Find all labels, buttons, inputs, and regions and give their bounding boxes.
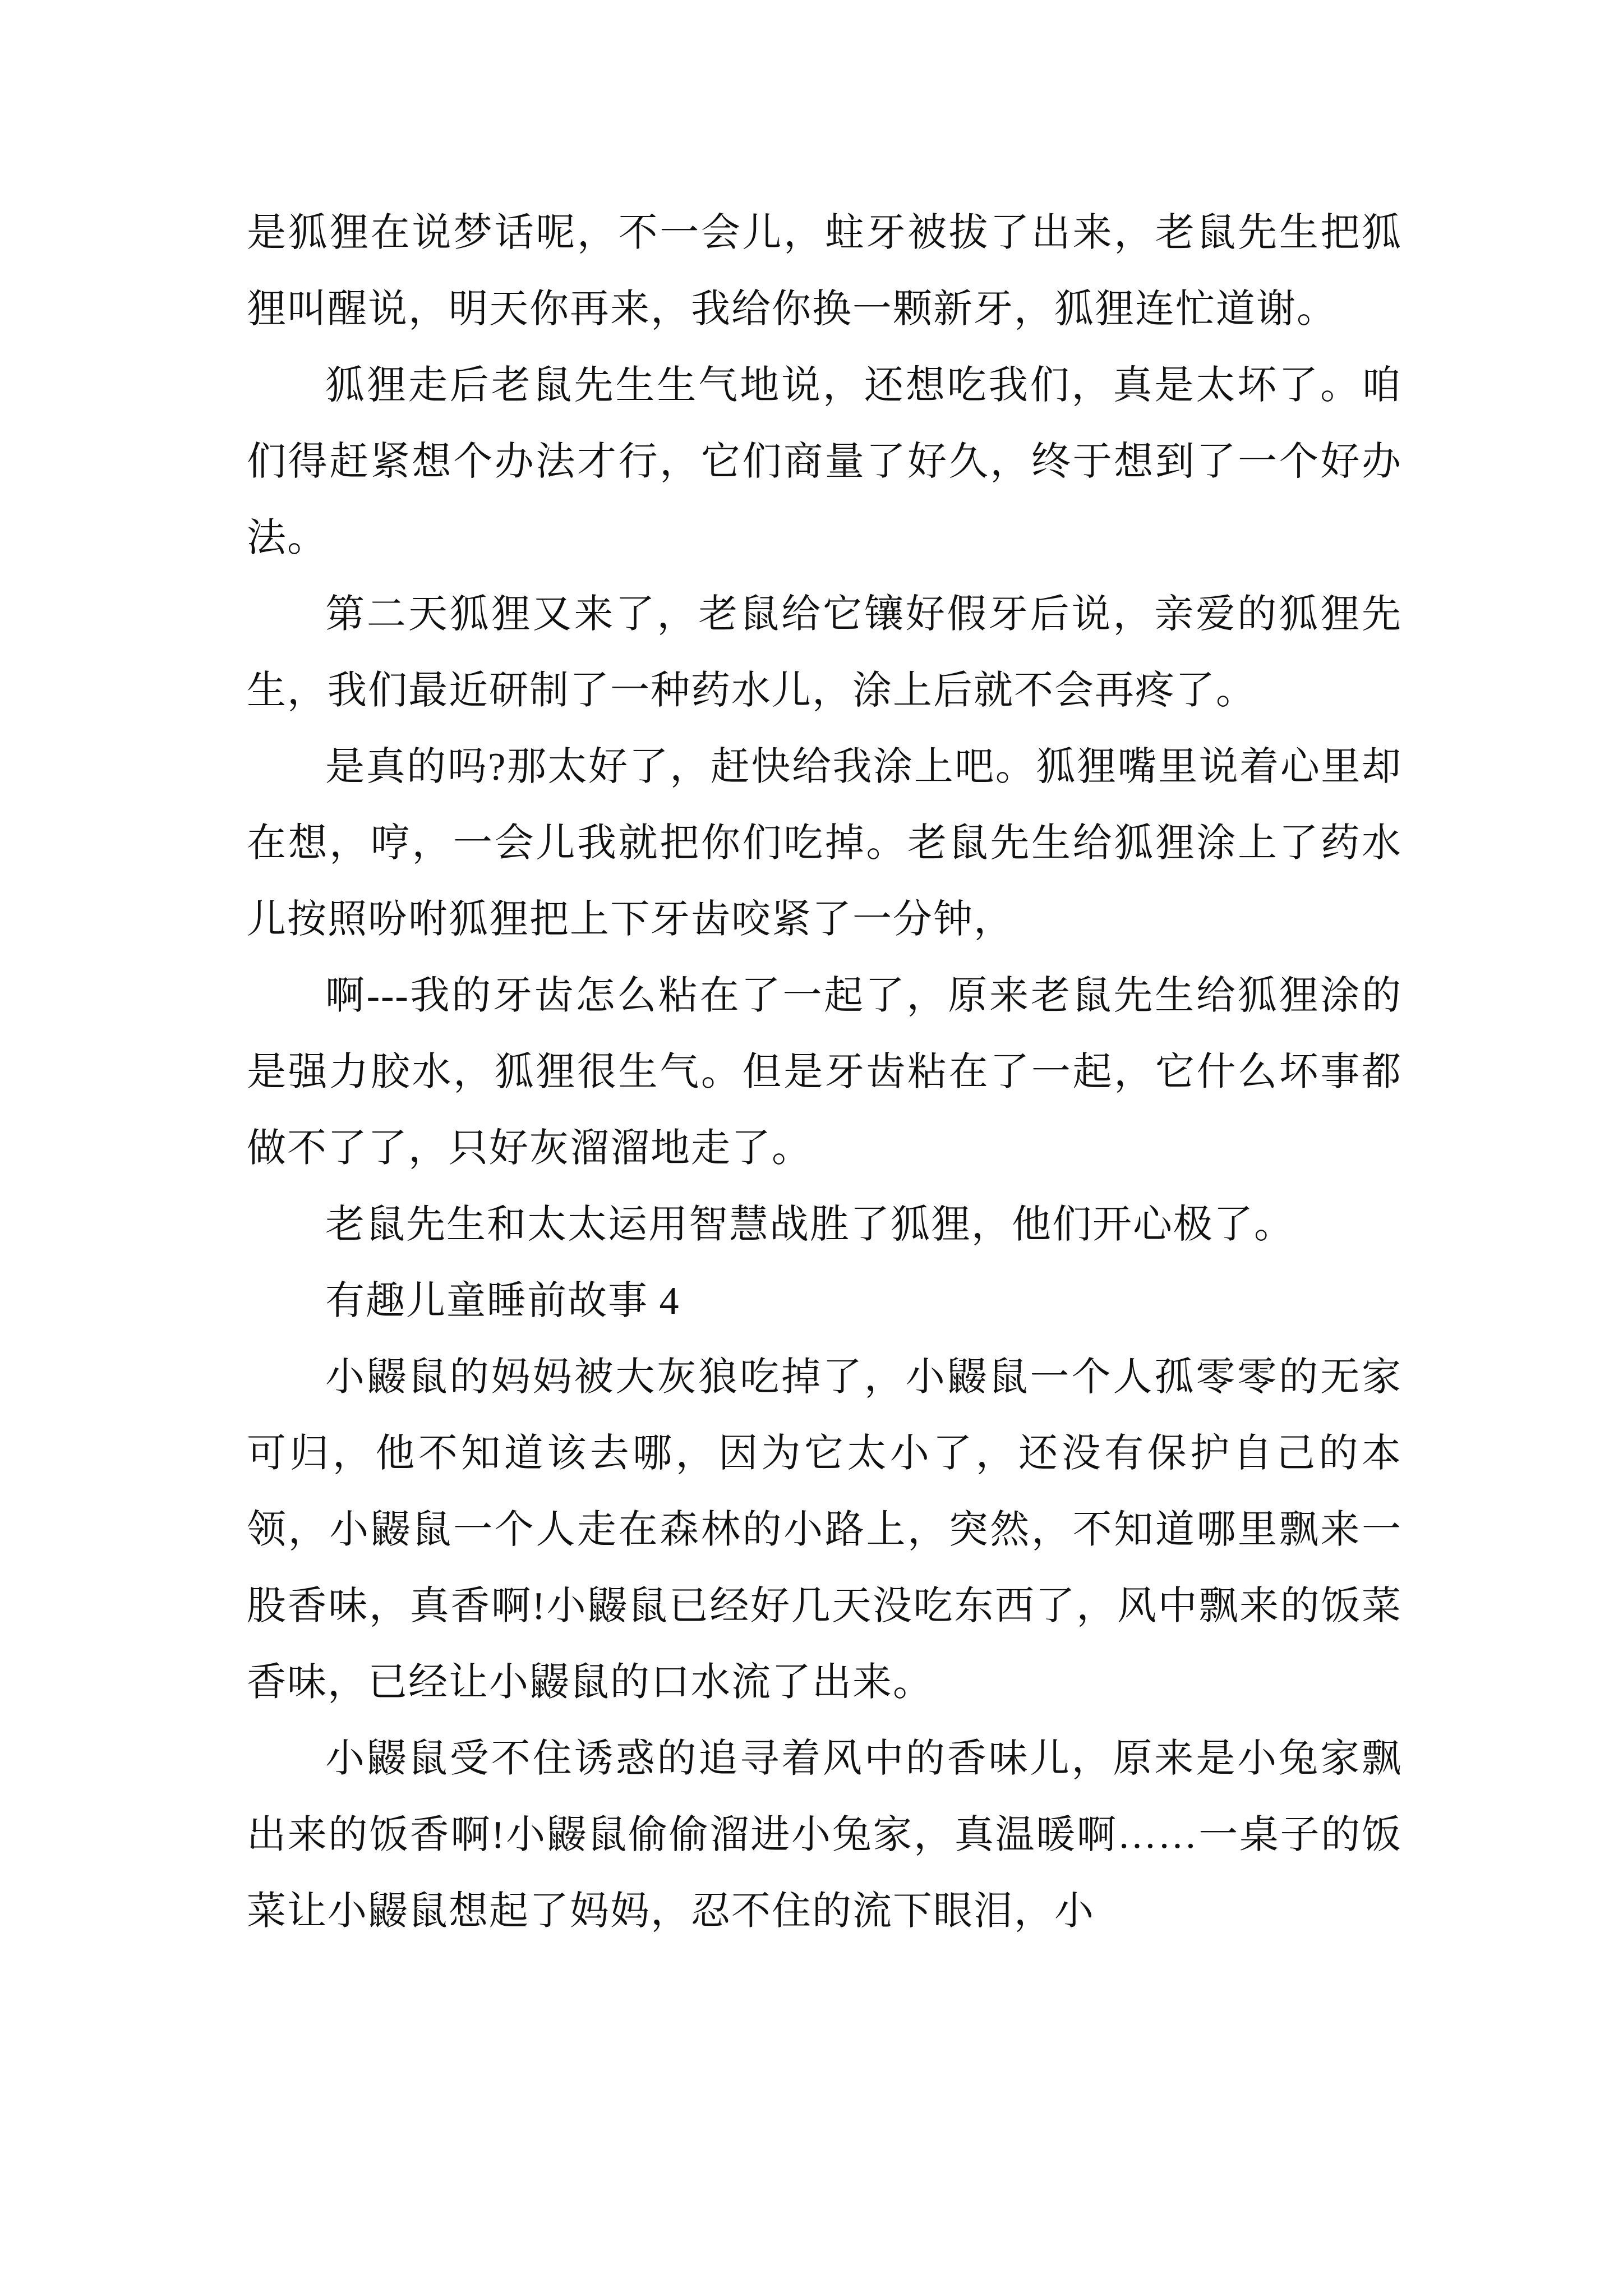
paragraph-1: 是狐狸在说梦话呢，不一会儿，蛀牙被拔了出来，老鼠先生把狐狸叫醒说，明天你再来，我给你换一颗新牙，狐狸连忙道谢。 bbox=[247, 211, 1402, 331]
paragraph-6: 老鼠先生和太太运用智慧战胜了狐狸，他们开心极了。 bbox=[325, 1203, 1294, 1246]
paragraph-8: 小鼹鼠受不住诱惑的追寻着风中的香味儿，原来是小兔家飘出来的饭香啊!小鼹鼠偷偷溜进小兔家，真温暖啊……一桌子的饭菜让小鼹鼠想起了妈妈，忍不住的流下眼泪，小 bbox=[247, 1737, 1402, 1933]
document-body bbox=[247, 195, 1402, 1950]
paragraph-2: 狐狸走后老鼠先生生气地说，还想吃我们，真是太坏了。咱们得赶紧想个办法才行，它们商量了好久，终于想到了一个好办法。 bbox=[247, 364, 1402, 560]
paragraph-5: 啊---我的牙齿怎么粘在了一起了，原来老鼠先生给狐狸涂的是强力胶水，狐狸很生气。但是牙齿粘在了一起，它什么坏事都做不了了，只好灰溜溜地走了。 bbox=[247, 974, 1402, 1170]
story-heading: 有趣儿童睡前故事 4 bbox=[325, 1280, 680, 1323]
paragraph-4: 是真的吗?那太好了，赶快给我涂上吧。狐狸嘴里说着心里却在想，哼，一会儿我就把你们吃掉。老鼠先生给狐狸涂上了药水儿按照吩咐狐狸把上下牙齿咬紧了一分钟， bbox=[247, 746, 1402, 941]
paragraph-7: 小鼹鼠的妈妈被大灰狼吃掉了，小鼹鼠一个人孤零零的无家可归，他不知道该去哪，因为它太小了，还没有保护自己的本领，小鼹鼠一个人走在森林的小路上，突然，不知道哪里飘来一股香味，真香啊!小鼹鼠已经好几天没吃东西了，风中飘来的饭菜香味，已经让小鼹鼠的口水流了出来。 bbox=[247, 1356, 1402, 1704]
paragraph-3: 第二天狐狸又来了，老鼠给它镶好假牙后说，亲爱的狐狸先生，我们最近研制了一种药水儿，涂上后就不会再疼了。 bbox=[247, 593, 1402, 712]
